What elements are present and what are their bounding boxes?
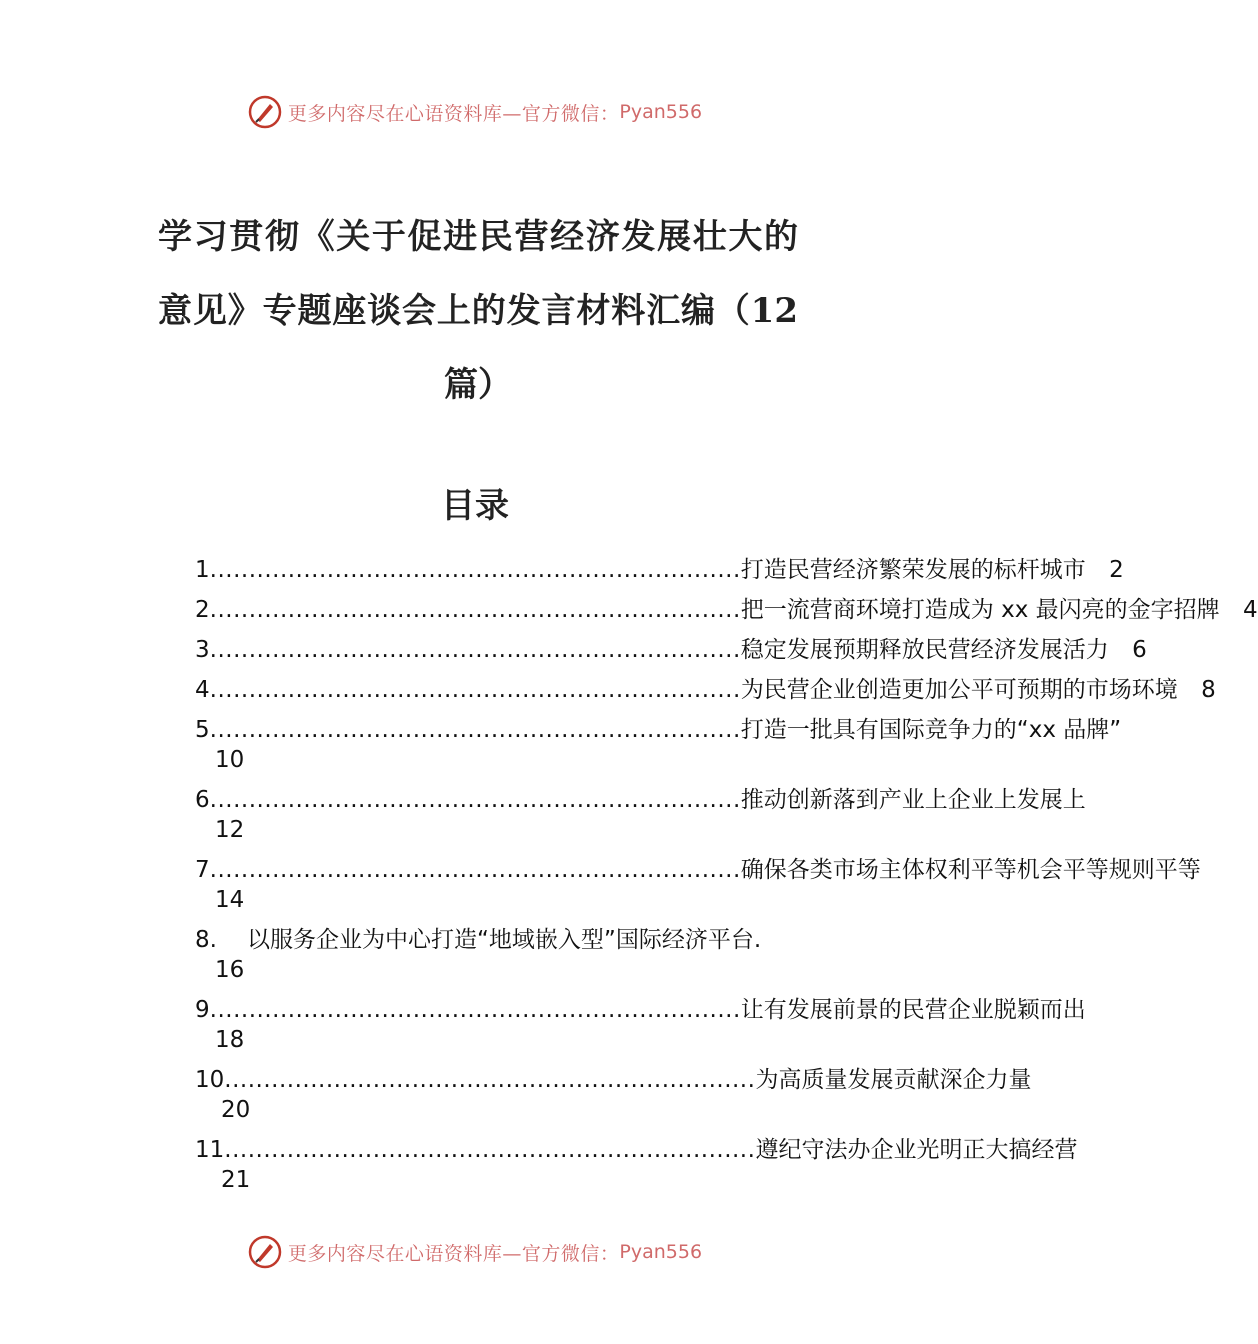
toc-leader-dots: .................................................................... [209,787,741,813]
quill-logo-icon [248,1235,282,1269]
toc-entry-page: 21 [221,1167,251,1193]
toc-entry[interactable] [195,552,1124,592]
toc-entry-title: 遵纪守法办企业光明正大搞经营 [755,1137,1078,1163]
toc-leader-dots: .................................................................... [224,1067,756,1093]
toc-entry[interactable] [195,922,843,992]
toc-entry-number: 4 [195,677,210,703]
toc-leader-dots: .................................................................... [209,857,741,883]
toc-entry-page: 20 [221,1097,251,1123]
toc-entry-number: 3 [195,637,210,663]
toc-entry-page: 8 [1201,677,1216,703]
banner-text: 更多内容尽在心语资料库—官方微信： [287,102,620,125]
toc-entry-title: 以服务企业为中心打造“地域嵌入型”国际经济平台. [247,927,762,953]
toc-leader-dots: .................................................................... [224,1137,756,1163]
toc-entry-page: 10 [215,747,245,773]
toc-entry-number: 2 [195,597,210,623]
toc-leader-dots: .................................................................... [209,637,741,663]
toc-leader-dots: .................................................................... [209,557,741,583]
toc-entry-number: 6 [195,787,210,813]
toc-entry-page: 18 [215,1027,245,1053]
toc-entry-title: 推动创新落到产业上企业上发展上 [740,787,1086,813]
toc-entry[interactable] [195,992,1086,1062]
toc-entry-number: 10 [195,1067,225,1093]
toc-entry-title: 让有发展前景的民营企业脱颖而出 [740,997,1086,1023]
toc-heading: 目录 [441,486,509,526]
toc-entry-page: 6 [1132,637,1147,663]
toc-entry[interactable] [195,852,1201,922]
toc-entry-title: 为民营企业创造更加公平可预期的市场环境 [740,677,1178,703]
toc-entry-title: 确保各类市场主体权利平等机会平等规则平等 [740,857,1201,883]
quill-logo-icon [248,95,282,129]
toc-entry-number: 7 [195,857,210,883]
toc-entry[interactable] [195,632,1147,672]
toc-entry[interactable] [195,712,1122,782]
toc-entry-title: 为高质量发展贡献深企力量 [755,1067,1032,1093]
banner-handle: Pyan556 [619,101,703,123]
toc-leader-dots: .................................................................... [209,597,741,623]
toc-entry-title: 把一流营商环境打造成为 xx 最闪亮的金字招牌 [740,597,1220,623]
footer-banner [0,1232,950,1272]
toc-entry-number: 9 [195,997,210,1023]
document-title: 学习贯彻《关于促进民营经济发展壮大的意见》专题座谈会上的发言材料汇编（12篇） [158,217,798,405]
toc-entry-page: 12 [215,817,245,843]
banner-handle: Pyan556 [619,1241,703,1263]
toc-leader-dots: .................................................................... [209,677,741,703]
toc-entry[interactable] [195,672,1216,712]
toc-entry[interactable] [195,782,1086,852]
toc-entry-title: 打造民营经济繁荣发展的标杆城市 [740,557,1086,583]
banner-text: 更多内容尽在心语资料库—官方微信： [287,1242,620,1265]
header-banner [0,92,950,132]
toc-entry-number: 1 [195,557,210,583]
toc-leader-dots: .................................................................... [209,997,741,1023]
toc-entry[interactable] [195,1062,1032,1132]
toc-entry-number: 11 [195,1137,225,1163]
toc-entry-number: 5 [195,717,210,743]
table-of-contents [195,552,1258,1202]
toc-entry[interactable] [195,592,1258,632]
toc-entry-title: 稳定发展预期释放民营经济发展活力 [740,637,1109,663]
toc-entry[interactable] [195,1132,1078,1202]
toc-entry-page: 2 [1109,557,1124,583]
toc-leader-dots: .................................................................... [209,717,741,743]
toc-entry-page: 16 [215,957,245,983]
toc-entry-title: 打造一批具有国际竞争力的“xx 品牌” [740,717,1122,743]
toc-entry-number: 8. [195,927,217,953]
toc-entry-page: 4 [1243,597,1258,623]
toc-entry-page: 14 [215,887,245,913]
